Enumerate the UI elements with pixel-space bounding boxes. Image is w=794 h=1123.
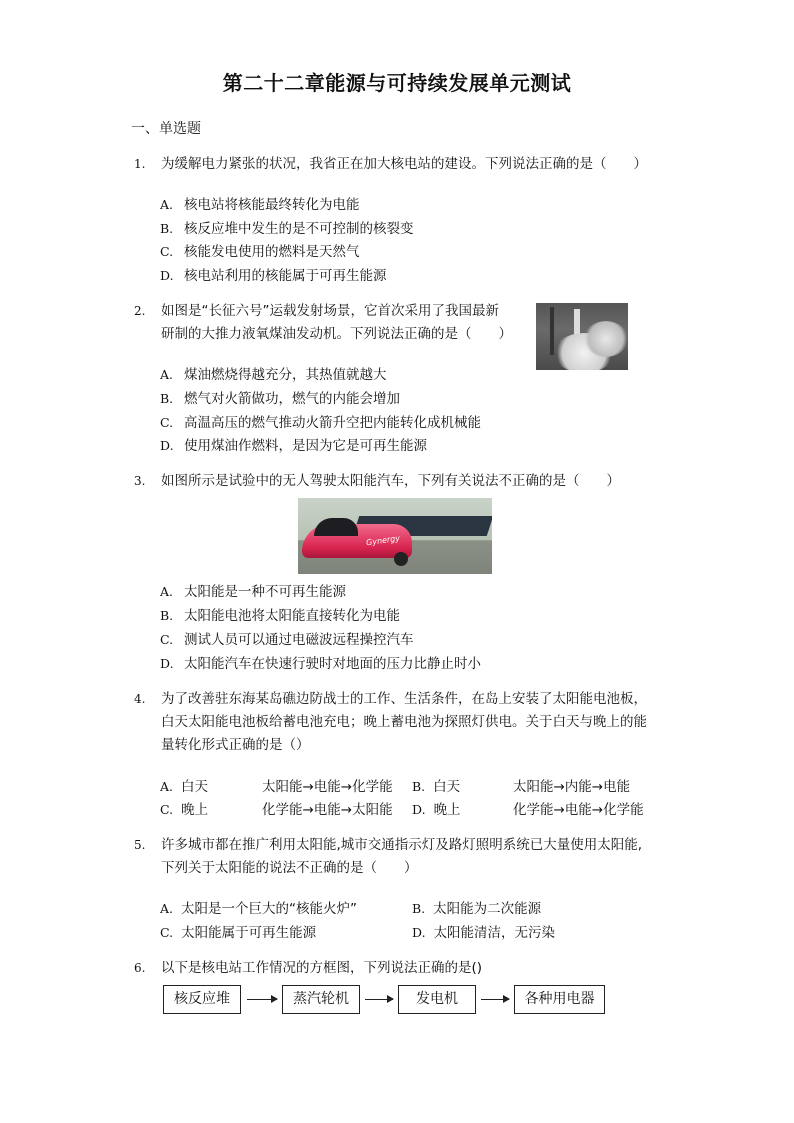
option-c: C. 核能发电使用的燃料是天然气 bbox=[160, 244, 360, 260]
question-stem-line: 如图是“长征六号”运载发射场景，它首次采用了我国最新 bbox=[161, 303, 499, 319]
question-number: 6. bbox=[134, 961, 146, 975]
question-number: 5. bbox=[134, 838, 146, 852]
option-c-text: 化学能→电能→太阳能 bbox=[262, 802, 393, 818]
option-d: D. 太阳能清洁，无污染 bbox=[412, 925, 556, 941]
question-stem: 以下是核电站工作情况的方框图，下列说法正确的是() bbox=[161, 960, 483, 976]
question-number: 1. bbox=[134, 157, 146, 171]
question-stem-line: 白天太阳能电池板给蓄电池充电；晚上蓄电池为探照灯供电。关于白天与晚上的能 bbox=[161, 714, 647, 730]
question-number: 4. bbox=[134, 692, 146, 706]
option-a: A. 煤油燃烧得越充分，其热值就越大 bbox=[160, 367, 387, 383]
option-d: D. 晚上 bbox=[412, 802, 461, 818]
flow-arrow bbox=[247, 999, 277, 1000]
flow-box-appliances: 各种用电器 bbox=[514, 985, 605, 1014]
question-number: 2. bbox=[134, 304, 146, 318]
option-a: A. 白天 bbox=[160, 779, 209, 795]
question-stem-line: 下列关于太阳能的说法不正确的是（ ） bbox=[161, 860, 418, 876]
option-c: C. 晚上 bbox=[160, 802, 209, 818]
question-stem-line: 许多城市都在推广利用太阳能,城市交通指示灯及路灯照明系统已大量使用太阳能, bbox=[161, 837, 643, 853]
option-c: C. 测试人员可以通过电磁波远程操控汽车 bbox=[160, 632, 414, 648]
flow-box-reactor: 核反应堆 bbox=[163, 985, 241, 1014]
option-d: D. 核电站利用的核能属于可再生能源 bbox=[160, 268, 387, 284]
page-title: 第二十二章能源与可持续发展单元测试 bbox=[222, 71, 572, 95]
option-d: D. 太阳能汽车在快速行驶时对地面的压力比静止时小 bbox=[160, 656, 481, 672]
flow-arrow bbox=[481, 999, 509, 1000]
question-number: 3. bbox=[134, 474, 146, 488]
option-a: A. 核电站将核能最终转化为电能 bbox=[160, 197, 360, 213]
option-b: B. 核反应堆中发生的是不可控制的核裂变 bbox=[160, 221, 414, 237]
question-stem-line: 研制的大推力液氧煤油发动机。下列说法正确的是（ ） bbox=[161, 326, 512, 342]
flow-arrow bbox=[365, 999, 393, 1000]
option-b-text: 太阳能→内能→电能 bbox=[513, 779, 631, 795]
car-logo: Gynergy bbox=[365, 533, 401, 548]
option-b: B. 白天 bbox=[412, 779, 461, 795]
rocket-launch-image bbox=[536, 303, 628, 370]
option-a-text: 太阳能→电能→化学能 bbox=[262, 779, 393, 795]
flow-box-generator: 发电机 bbox=[398, 985, 476, 1014]
option-b: B. 太阳能为二次能源 bbox=[412, 901, 542, 917]
option-a: A. 太阳能是一种不可再生能源 bbox=[160, 584, 346, 600]
question-stem: 如图所示是试验中的无人驾驶太阳能汽车，下列有关说法不正确的是（ ） bbox=[161, 473, 620, 489]
option-d: D. 使用煤油作燃料，是因为它是可再生能源 bbox=[160, 438, 427, 454]
question-stem-line: 为了改善驻东海某岛礁边防战士的工作、生活条件，在岛上安装了太阳能电池板， bbox=[161, 691, 647, 707]
section-heading: 一、单选题 bbox=[131, 121, 201, 137]
option-c: C. 太阳能属于可再生能源 bbox=[160, 925, 317, 941]
question-stem: 为缓解电力紧张的状况，我省正在加大核电站的建设。下列说法正确的是（ ） bbox=[161, 156, 647, 172]
option-c: C. 高温高压的燃气推动火箭升空把内能转化成机械能 bbox=[160, 415, 481, 431]
option-b: B. 燃气对火箭做功，燃气的内能会增加 bbox=[160, 391, 400, 407]
question-stem-line: 量转化形式正确的是（） bbox=[161, 737, 310, 753]
option-a: A. 太阳是一个巨大的“核能火炉” bbox=[160, 901, 358, 917]
option-d-text: 化学能→电能→化学能 bbox=[513, 802, 644, 818]
flow-box-turbine: 蒸汽轮机 bbox=[282, 985, 360, 1014]
solar-car-image bbox=[298, 498, 492, 574]
option-b: B. 太阳能电池将太阳能直接转化为电能 bbox=[160, 608, 400, 624]
